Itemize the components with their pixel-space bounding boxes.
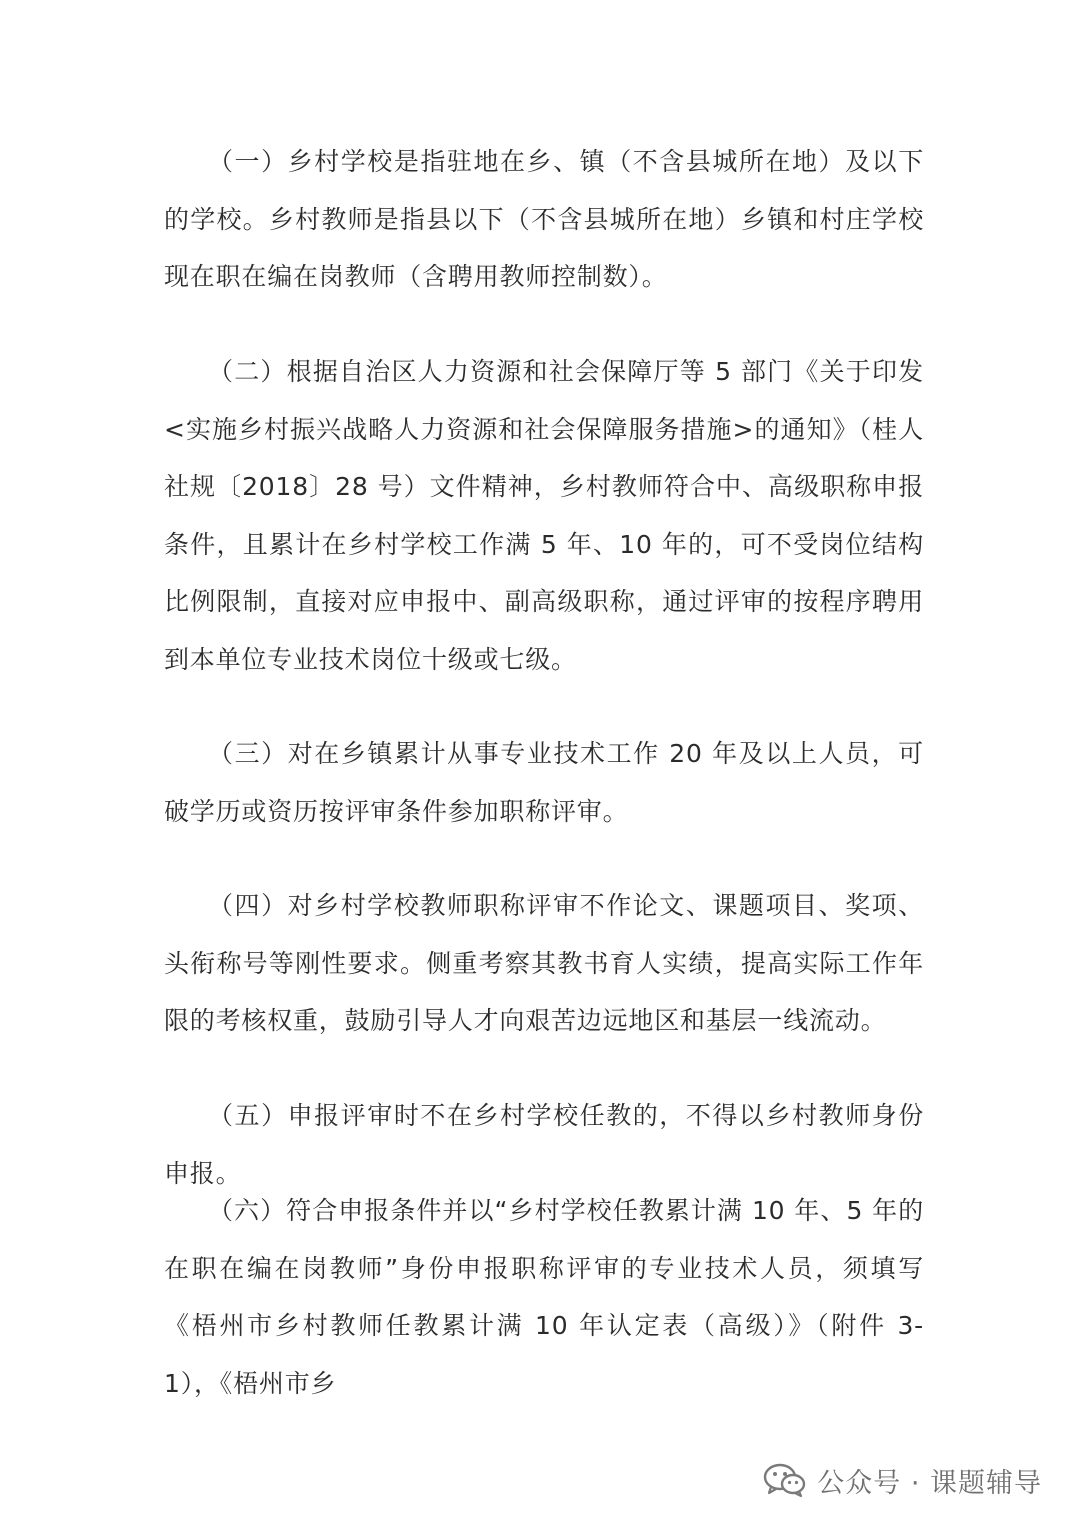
paragraph-3: （三）对在乡镇累计从事专业技术工作 20 年及以上人员，可破学历或资历按评审条件参加职称评审。 bbox=[164, 739, 924, 826]
paragraph-5: （五）申报评审时不在乡村学校任教的，不得以乡村教师身份申报。 bbox=[164, 1101, 924, 1188]
watermark-text: 公众号 · 课题辅导 bbox=[817, 1467, 1042, 1499]
paragraph-2: （二）根据自治区人力资源和社会保障厅等 5 部门《关于印发<实施乡村振兴战略人力资源和社会保障服务措施>的通知》（桂人社规〔2018〕28 号）文件精神，乡村教师符合中、高级职称申报条件，且累计在乡村学校工作满 5 年、10 年的，可不受岗位结构比例限制，直接对应申报中、副高级职称，通过评审的按程序聘用到本单位专业技术岗位十级或七级。 bbox=[164, 357, 924, 674]
wechat-icon bbox=[763, 1462, 807, 1498]
paragraph-1: （一）乡村学校是指驻地在乡、镇（不含县城所在地）及以下的学校。乡村教师是指县以下（不含县城所在地）乡镇和村庄学校现在职在编在岗教师（含聘用教师控制数）。 bbox=[164, 147, 924, 291]
wechat-watermark bbox=[763, 1458, 1042, 1502]
paragraph-4: （四）对乡村学校教师职称评审不作论文、课题项目、奖项、头衔称号等刚性要求。侧重考察其教书育人实绩，提高实际工作年限的考核权重，鼓励引导人才向艰苦边远地区和基层一线流动。 bbox=[164, 891, 924, 1035]
paragraph-6: （六）符合申报条件并以“乡村学校任教累计满 10 年、5 年的在职在编在岗教师”身份申报职称评审的专业技术人员，须填写《梧州市乡村教师任教累计满 10 年认定表（高级）》（附件 3-1），《梧州市乡 bbox=[164, 1196, 924, 1398]
